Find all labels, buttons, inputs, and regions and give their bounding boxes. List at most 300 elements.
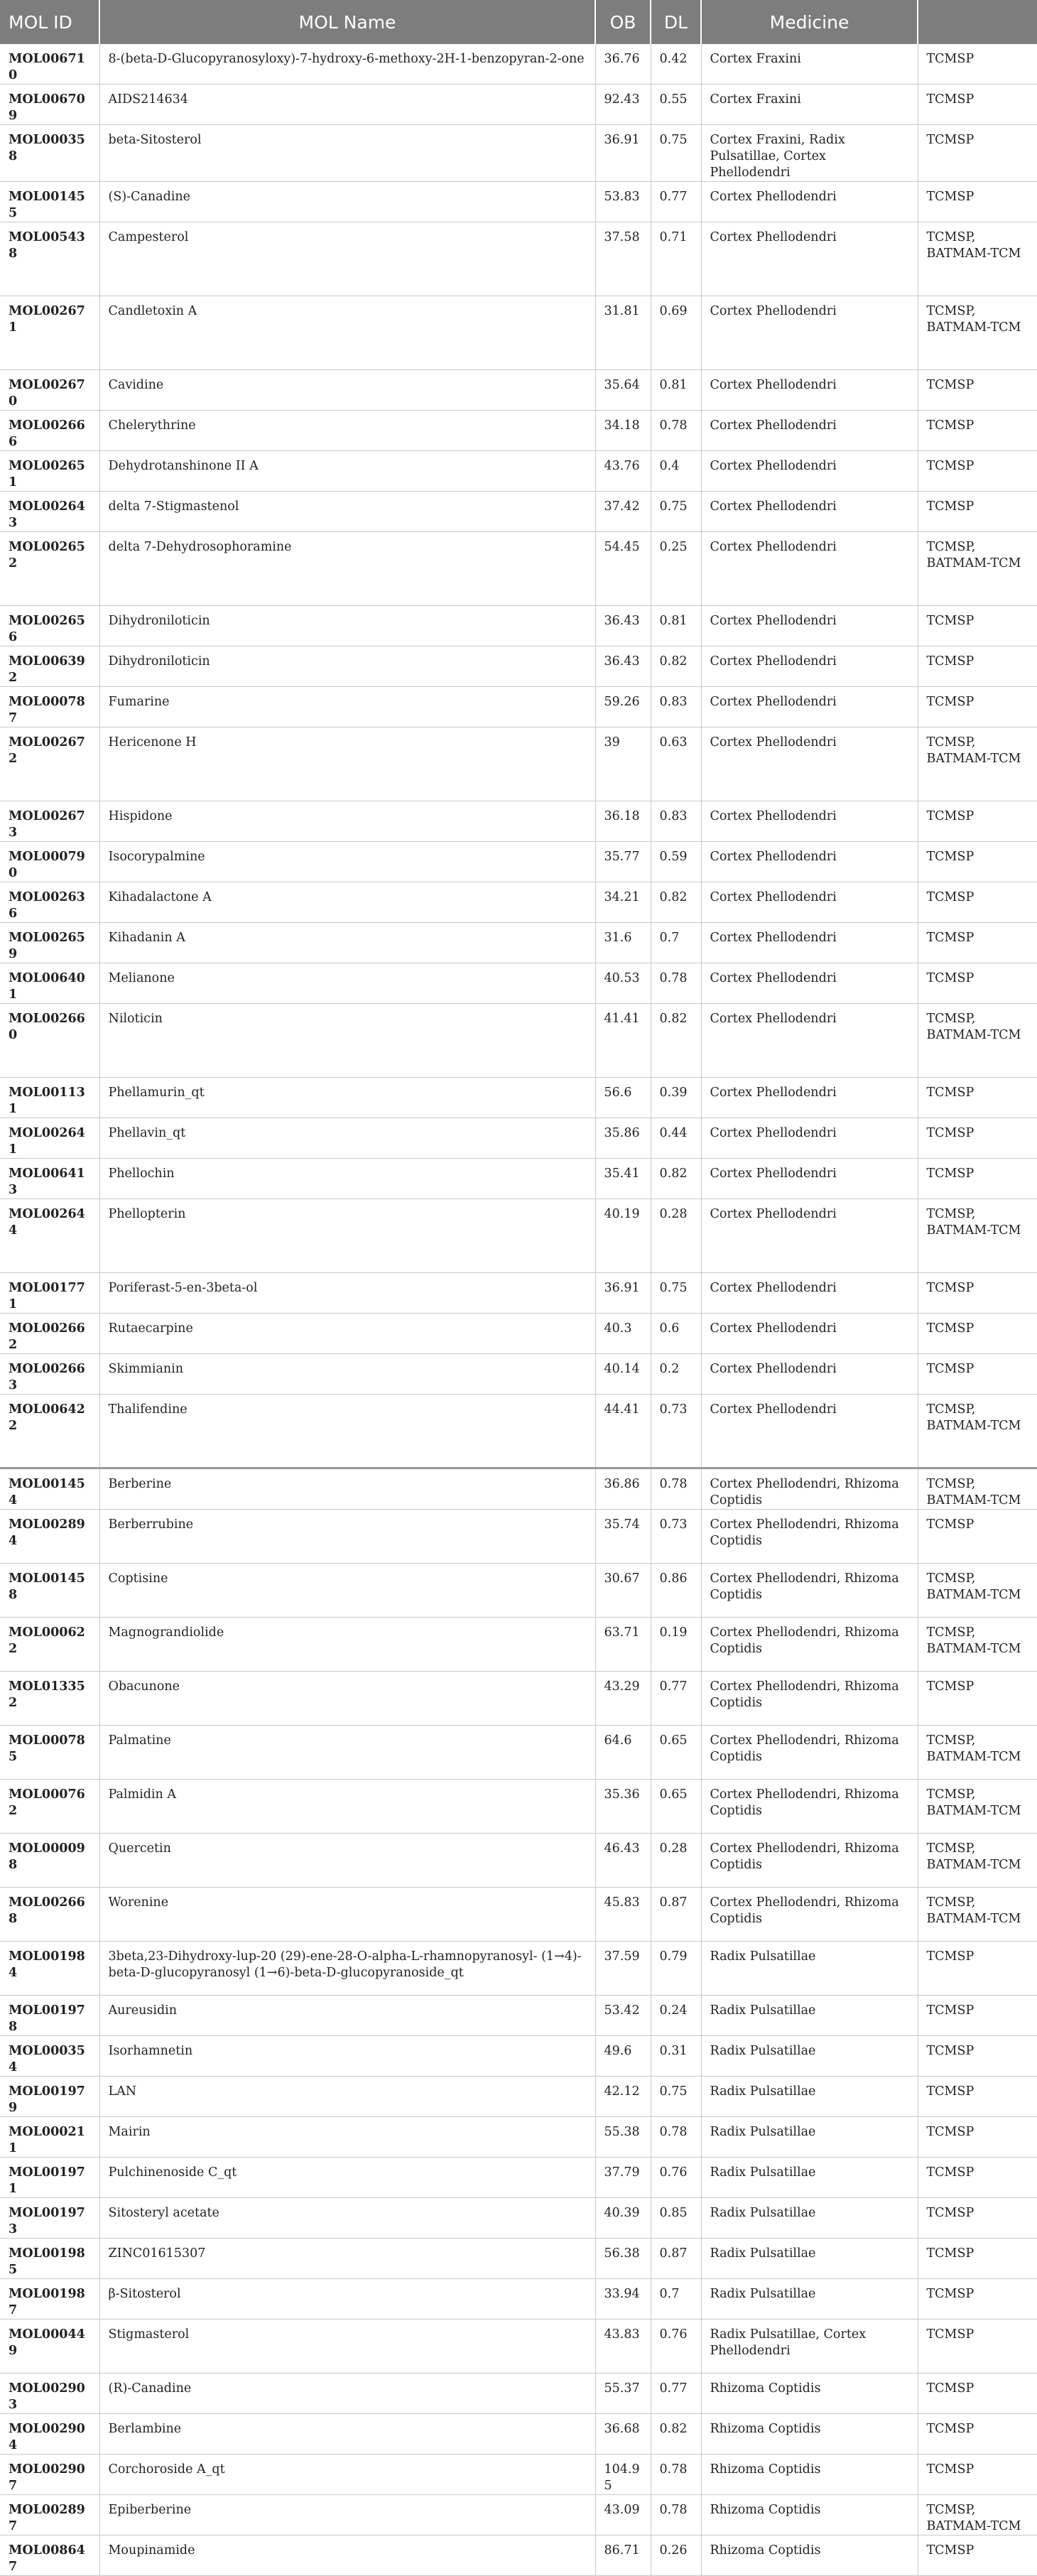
- cell-mol-id: MOL002651: [0, 451, 99, 492]
- cell-medicine: Cortex Phellodendri, Rhizoma Coptidis: [701, 1564, 918, 1618]
- cell-source: TCMSP: [918, 606, 1037, 646]
- cell-source: TCMSP: [918, 451, 1037, 492]
- table-row: [0, 411, 1037, 451]
- cell-dl: 0.39: [651, 1078, 701, 1118]
- cell-medicine: Cortex Phellodendri: [701, 727, 918, 801]
- cell-source: TCMSP: [918, 2036, 1037, 2077]
- cell-mol-id: MOL000211: [0, 2117, 99, 2158]
- cell-medicine: Cortex Phellodendri: [701, 1004, 918, 1078]
- cell-medicine: Cortex Phellodendri: [701, 687, 918, 727]
- table-row: [0, 842, 1037, 882]
- cell-mol-name: Sitosteryl acetate: [99, 2198, 595, 2239]
- cell-source: TCMSP: [918, 2279, 1037, 2320]
- cell-source: TCMSP: [918, 2117, 1037, 2158]
- cell-mol-name: Palmidin A: [99, 1780, 595, 1834]
- cell-mol-id: MOL002662: [0, 1314, 99, 1354]
- cell-dl: 0.75: [651, 492, 701, 532]
- cell-dl: 0.59: [651, 842, 701, 882]
- cell-medicine: Rhizoma Coptidis: [701, 2536, 918, 2576]
- cell-dl: 0.75: [651, 1273, 701, 1314]
- cell-mol-name: Phellavin_qt: [99, 1118, 595, 1159]
- cell-source: TCMSP: [918, 1996, 1037, 2036]
- cell-dl: 0.78: [651, 2455, 701, 2495]
- header-source: [918, 0, 1037, 44]
- cell-mol-id: MOL002670: [0, 370, 99, 411]
- table-row: [0, 2374, 1037, 2414]
- cell-mol-name: Obacunone: [99, 1672, 595, 1726]
- cell-dl: 0.73: [651, 1510, 701, 1564]
- cell-ob: 40.39: [595, 2198, 651, 2239]
- cell-source: TCMSP: [918, 2320, 1037, 2374]
- cell-dl: 0.63: [651, 727, 701, 801]
- cell-dl: 0.82: [651, 882, 701, 923]
- table-row: [0, 2279, 1037, 2320]
- cell-mol-id: MOL001131: [0, 1078, 99, 1118]
- cell-medicine: Rhizoma Coptidis: [701, 2495, 918, 2536]
- cell-ob: 46.43: [595, 1834, 651, 1888]
- cell-mol-id: MOL002659: [0, 923, 99, 963]
- cell-medicine: Cortex Phellodendri, Rhizoma Coptidis: [701, 1468, 918, 1510]
- cell-ob: 54.45: [595, 532, 651, 606]
- cell-medicine: Cortex Phellodendri: [701, 882, 918, 923]
- cell-mol-id: MOL006709: [0, 85, 99, 125]
- cell-source: TCMSP: [918, 125, 1037, 182]
- cell-dl: 0.19: [651, 1618, 701, 1672]
- cell-ob: 41.41: [595, 1004, 651, 1078]
- cell-ob: 34.21: [595, 882, 651, 923]
- table-row: [0, 1888, 1037, 1942]
- cell-ob: 37.58: [595, 222, 651, 296]
- cell-medicine: Cortex Phellodendri: [701, 801, 918, 842]
- table-row: [0, 1078, 1037, 1118]
- cell-ob: 36.91: [595, 1273, 651, 1314]
- cell-mol-id: MOL001455: [0, 182, 99, 222]
- cell-mol-name: β-Sitosterol: [99, 2279, 595, 2320]
- cell-dl: 0.65: [651, 1726, 701, 1780]
- cell-mol-name: Phellopterin: [99, 1199, 595, 1273]
- cell-source: TCMSP: [918, 1118, 1037, 1159]
- header-medicine: Medicine: [701, 0, 918, 44]
- cell-ob: 40.14: [595, 1354, 651, 1395]
- header-mol-name: MOL Name: [99, 0, 595, 44]
- cell-source: TCMSP, BATMAM-TCM: [918, 1004, 1037, 1078]
- table-row: [0, 2077, 1037, 2117]
- table-row: [0, 801, 1037, 842]
- cell-ob: 104.95: [595, 2455, 651, 2495]
- cell-medicine: Cortex Phellodendri: [701, 182, 918, 222]
- cell-dl: 0.4: [651, 451, 701, 492]
- table-row: [0, 2117, 1037, 2158]
- cell-ob: 43.29: [595, 1672, 651, 1726]
- table-row: [0, 1395, 1037, 1468]
- cell-mol-name: Poriferast-5-en-3beta-ol: [99, 1273, 595, 1314]
- cell-medicine: Cortex Phellodendri: [701, 370, 918, 411]
- cell-mol-id: MOL002668: [0, 1888, 99, 1942]
- cell-mol-id: MOL002907: [0, 2455, 99, 2495]
- cell-medicine: Cortex Phellodendri, Rhizoma Coptidis: [701, 1888, 918, 1942]
- table-row: [0, 1118, 1037, 1159]
- cell-ob: 37.59: [595, 1942, 651, 1996]
- cell-medicine: Cortex Phellodendri, Rhizoma Coptidis: [701, 1510, 918, 1564]
- cell-mol-name: beta-Sitosterol: [99, 125, 595, 182]
- cell-dl: 0.78: [651, 2495, 701, 2536]
- table-row: [0, 532, 1037, 606]
- cell-medicine: Radix Pulsatillae: [701, 2198, 918, 2239]
- cell-dl: 0.71: [651, 222, 701, 296]
- cell-medicine: Cortex Phellodendri: [701, 1118, 918, 1159]
- cell-medicine: Cortex Fraxini, Radix Pulsatillae, Cortex Phellodendri: [701, 125, 918, 182]
- cell-mol-name: Skimmianin: [99, 1354, 595, 1395]
- cell-dl: 0.2: [651, 1354, 701, 1395]
- cell-dl: 0.78: [651, 411, 701, 451]
- cell-mol-id: MOL001979: [0, 2077, 99, 2117]
- cell-dl: 0.76: [651, 2320, 701, 2374]
- table-row: [0, 1004, 1037, 1078]
- cell-mol-id: MOL002673: [0, 801, 99, 842]
- table-row: [0, 2239, 1037, 2279]
- cell-ob: 43.83: [595, 2320, 651, 2374]
- cell-dl: 0.78: [651, 963, 701, 1004]
- cell-mol-name: Phellochin: [99, 1159, 595, 1199]
- cell-dl: 0.77: [651, 2374, 701, 2414]
- cell-mol-id: MOL001985: [0, 2239, 99, 2279]
- cell-mol-name: Melianone: [99, 963, 595, 1004]
- cell-mol-name: Isorhamnetin: [99, 2036, 595, 2077]
- cell-source: TCMSP: [918, 1273, 1037, 1314]
- cell-mol-name: Coptisine: [99, 1564, 595, 1618]
- cell-medicine: Cortex Phellodendri: [701, 963, 918, 1004]
- cell-mol-name: Hispidone: [99, 801, 595, 842]
- cell-source: TCMSP, BATMAM-TCM: [918, 296, 1037, 370]
- cell-mol-name: Worenine: [99, 1888, 595, 1942]
- table-row: [0, 1672, 1037, 1726]
- cell-dl: 0.75: [651, 2077, 701, 2117]
- cell-mol-name: LAN: [99, 2077, 595, 2117]
- cell-mol-id: MOL002656: [0, 606, 99, 646]
- cell-mol-id: MOL005438: [0, 222, 99, 296]
- cell-mol-id: MOL002666: [0, 411, 99, 451]
- cell-mol-id: MOL002652: [0, 532, 99, 606]
- cell-ob: 43.76: [595, 451, 651, 492]
- cell-medicine: Radix Pulsatillae: [701, 2036, 918, 2077]
- cell-medicine: Radix Pulsatillae: [701, 2117, 918, 2158]
- cell-ob: 30.67: [595, 1564, 651, 1618]
- table-row: [0, 85, 1037, 125]
- cell-ob: 49.6: [595, 2036, 651, 2077]
- cell-mol-name: Phellamurin_qt: [99, 1078, 595, 1118]
- cell-mol-name: Berlambine: [99, 2414, 595, 2455]
- cell-mol-id: MOL000790: [0, 842, 99, 882]
- cell-ob: 86.71: [595, 2536, 651, 2576]
- cell-ob: 31.81: [595, 296, 651, 370]
- cell-dl: 0.82: [651, 1159, 701, 1199]
- cell-ob: 35.64: [595, 370, 651, 411]
- cell-ob: 35.36: [595, 1780, 651, 1834]
- cell-source: TCMSP: [918, 85, 1037, 125]
- cell-ob: 35.74: [595, 1510, 651, 1564]
- cell-mol-name: Rutaecarpine: [99, 1314, 595, 1354]
- cell-ob: 40.53: [595, 963, 651, 1004]
- cell-medicine: Radix Pulsatillae: [701, 1996, 918, 2036]
- table-row: [0, 2536, 1037, 2576]
- cell-mol-id: MOL001984: [0, 1942, 99, 1996]
- cell-mol-name: (R)-Canadine: [99, 2374, 595, 2414]
- cell-ob: 36.86: [595, 1468, 651, 1510]
- cell-dl: 0.28: [651, 1199, 701, 1273]
- cell-mol-id: MOL002636: [0, 882, 99, 923]
- cell-source: TCMSP, BATMAM-TCM: [918, 727, 1037, 801]
- cell-source: TCMSP: [918, 882, 1037, 923]
- cell-mol-id: MOL000622: [0, 1618, 99, 1672]
- cell-ob: 36.76: [595, 44, 651, 85]
- cell-dl: 0.26: [651, 2536, 701, 2576]
- cell-ob: 35.41: [595, 1159, 651, 1199]
- table-row: [0, 1273, 1037, 1314]
- table-row: [0, 370, 1037, 411]
- cell-mol-name: Candletoxin A: [99, 296, 595, 370]
- cell-dl: 0.81: [651, 370, 701, 411]
- table-row: [0, 1564, 1037, 1618]
- cell-medicine: Radix Pulsatillae: [701, 2279, 918, 2320]
- cell-source: TCMSP, BATMAM-TCM: [918, 222, 1037, 296]
- cell-source: TCMSP, BATMAM-TCM: [918, 1726, 1037, 1780]
- cell-dl: 0.73: [651, 1395, 701, 1468]
- table-row: [0, 2455, 1037, 2495]
- cell-medicine: Cortex Phellodendri: [701, 451, 918, 492]
- cell-dl: 0.83: [651, 801, 701, 842]
- table-row: [0, 2320, 1037, 2374]
- cell-mol-name: Cavidine: [99, 370, 595, 411]
- cell-medicine: Cortex Phellodendri: [701, 492, 918, 532]
- cell-dl: 0.82: [651, 1004, 701, 1078]
- cell-source: TCMSP: [918, 2536, 1037, 2576]
- cell-dl: 0.44: [651, 1118, 701, 1159]
- cell-medicine: Radix Pulsatillae: [701, 1942, 918, 1996]
- cell-ob: 56.38: [595, 2239, 651, 2279]
- cell-dl: 0.42: [651, 44, 701, 85]
- table-header: [0, 0, 1037, 44]
- header-mol-id: MOL ID: [0, 0, 99, 44]
- cell-mol-name: Stigmasterol: [99, 2320, 595, 2374]
- cell-medicine: Cortex Fraxini: [701, 44, 918, 85]
- cell-mol-id: MOL000762: [0, 1780, 99, 1834]
- cell-medicine: Radix Pulsatillae: [701, 2077, 918, 2117]
- cell-dl: 0.87: [651, 1888, 701, 1942]
- cell-medicine: Cortex Phellodendri: [701, 646, 918, 687]
- cell-source: TCMSP, BATMAM-TCM: [918, 1780, 1037, 1834]
- table-row: [0, 2198, 1037, 2239]
- cell-mol-name: 3beta,23-Dihydroxy-lup-20 (29)-ene-28-O-alpha-L-rhamnopyranosyl- (1→4)-beta-D-glucopyranosyl (1→6)-beta-D-glucopyranoside_qt: [99, 1942, 595, 1996]
- table-row: [0, 2414, 1037, 2455]
- cell-source: TCMSP: [918, 1672, 1037, 1726]
- cell-ob: 40.19: [595, 1199, 651, 1273]
- cell-dl: 0.81: [651, 606, 701, 646]
- header-dl: DL: [651, 0, 701, 44]
- cell-dl: 0.82: [651, 646, 701, 687]
- cell-mol-name: Pulchinenoside C_qt: [99, 2158, 595, 2198]
- cell-ob: 36.68: [595, 2414, 651, 2455]
- cell-source: TCMSP: [918, 2455, 1037, 2495]
- cell-source: TCMSP: [918, 963, 1037, 1004]
- cell-mol-id: MOL000354: [0, 2036, 99, 2077]
- table-row: [0, 1618, 1037, 1672]
- table-row: [0, 882, 1037, 923]
- cell-medicine: Cortex Phellodendri, Rhizoma Coptidis: [701, 1780, 918, 1834]
- table-row: [0, 44, 1037, 85]
- cell-mol-id: MOL002644: [0, 1199, 99, 1273]
- cell-ob: 53.42: [595, 1996, 651, 2036]
- table-row: [0, 492, 1037, 532]
- table-row: [0, 1834, 1037, 1888]
- cell-mol-name: Fumarine: [99, 687, 595, 727]
- cell-medicine: Radix Pulsatillae: [701, 2158, 918, 2198]
- cell-medicine: Rhizoma Coptidis: [701, 2455, 918, 2495]
- cell-mol-name: (S)-Canadine: [99, 182, 595, 222]
- cell-mol-id: MOL001971: [0, 2158, 99, 2198]
- cell-ob: 31.6: [595, 923, 651, 963]
- cell-mol-id: MOL000785: [0, 1726, 99, 1780]
- cell-mol-name: Epiberberine: [99, 2495, 595, 2536]
- cell-medicine: Cortex Phellodendri, Rhizoma Coptidis: [701, 1672, 918, 1726]
- table-row: [0, 2495, 1037, 2536]
- cell-source: TCMSP: [918, 492, 1037, 532]
- cell-dl: 0.77: [651, 182, 701, 222]
- cell-dl: 0.78: [651, 2117, 701, 2158]
- cell-mol-name: AIDS214634: [99, 85, 595, 125]
- cell-ob: 39: [595, 727, 651, 801]
- cell-source: TCMSP: [918, 2198, 1037, 2239]
- cell-source: TCMSP: [918, 1314, 1037, 1354]
- cell-source: TCMSP, BATMAM-TCM: [918, 1618, 1037, 1672]
- cell-medicine: Rhizoma Coptidis: [701, 2374, 918, 2414]
- cell-source: TCMSP: [918, 2158, 1037, 2198]
- cell-medicine: Cortex Phellodendri: [701, 606, 918, 646]
- table-row: [0, 646, 1037, 687]
- cell-mol-name: Dehydrotanshinone II A: [99, 451, 595, 492]
- cell-dl: 0.86: [651, 1564, 701, 1618]
- cell-medicine: Cortex Phellodendri: [701, 222, 918, 296]
- cell-source: TCMSP: [918, 646, 1037, 687]
- cell-medicine: Cortex Phellodendri: [701, 411, 918, 451]
- cell-medicine: Cortex Phellodendri: [701, 923, 918, 963]
- cell-mol-name: Dihydroniloticin: [99, 606, 595, 646]
- cell-ob: 55.38: [595, 2117, 651, 2158]
- cell-medicine: Cortex Phellodendri: [701, 1199, 918, 1273]
- cell-medicine: Cortex Phellodendri, Rhizoma Coptidis: [701, 1834, 918, 1888]
- cell-dl: 0.7: [651, 2279, 701, 2320]
- cell-mol-name: Aureusidin: [99, 1996, 595, 2036]
- cell-mol-id: MOL002663: [0, 1354, 99, 1395]
- cell-ob: 59.26: [595, 687, 651, 727]
- cell-ob: 34.18: [595, 411, 651, 451]
- cell-source: TCMSP: [918, 923, 1037, 963]
- cell-mol-id: MOL002660: [0, 1004, 99, 1078]
- table-row: [0, 1780, 1037, 1834]
- cell-mol-name: Chelerythrine: [99, 411, 595, 451]
- table-row: [0, 1726, 1037, 1780]
- cell-source: TCMSP: [918, 411, 1037, 451]
- table-row: [0, 1468, 1037, 1510]
- cell-mol-id: MOL001771: [0, 1273, 99, 1314]
- cell-ob: 56.6: [595, 1078, 651, 1118]
- table-row: [0, 1314, 1037, 1354]
- table-row: [0, 727, 1037, 801]
- header-row: [0, 0, 1037, 44]
- cell-medicine: Cortex Phellodendri: [701, 1354, 918, 1395]
- cell-dl: 0.65: [651, 1780, 701, 1834]
- cell-mol-id: MOL006413: [0, 1159, 99, 1199]
- cell-source: TCMSP: [918, 2374, 1037, 2414]
- cell-dl: 0.28: [651, 1834, 701, 1888]
- cell-source: TCMSP: [918, 2077, 1037, 2117]
- table-row: [0, 182, 1037, 222]
- table-row: [0, 1159, 1037, 1199]
- cell-ob: 36.43: [595, 606, 651, 646]
- table-row: [0, 222, 1037, 296]
- cell-mol-id: MOL001454: [0, 1468, 99, 1510]
- cell-ob: 40.3: [595, 1314, 651, 1354]
- cell-dl: 0.55: [651, 85, 701, 125]
- cell-dl: 0.75: [651, 125, 701, 182]
- cell-dl: 0.25: [651, 532, 701, 606]
- cell-ob: 45.83: [595, 1888, 651, 1942]
- cell-medicine: Cortex Phellodendri: [701, 1273, 918, 1314]
- cell-source: TCMSP, BATMAM-TCM: [918, 1834, 1037, 1888]
- cell-medicine: Cortex Phellodendri, Rhizoma Coptidis: [701, 1726, 918, 1780]
- cell-mol-name: Quercetin: [99, 1834, 595, 1888]
- cell-mol-id: MOL013352: [0, 1672, 99, 1726]
- table-row: [0, 2158, 1037, 2198]
- cell-mol-id: MOL002671: [0, 296, 99, 370]
- cell-source: TCMSP: [918, 1159, 1037, 1199]
- cell-mol-id: MOL002641: [0, 1118, 99, 1159]
- cell-dl: 0.76: [651, 2158, 701, 2198]
- cell-dl: 0.69: [651, 296, 701, 370]
- cell-mol-id: MOL006401: [0, 963, 99, 1004]
- cell-source: TCMSP, BATMAM-TCM: [918, 1564, 1037, 1618]
- cell-mol-name: delta 7-Stigmastenol: [99, 492, 595, 532]
- cell-source: TCMSP: [918, 2414, 1037, 2455]
- cell-source: TCMSP: [918, 2239, 1037, 2279]
- cell-mol-name: 8-(beta-D-Glucopyranosyloxy)-7-hydroxy-6-methoxy-2H-1-benzopyran-2-one: [99, 44, 595, 85]
- cell-medicine: Cortex Fraxini: [701, 85, 918, 125]
- cell-mol-id: MOL002903: [0, 2374, 99, 2414]
- cell-mol-name: Dihydroniloticin: [99, 646, 595, 687]
- cell-ob: 37.42: [595, 492, 651, 532]
- cell-ob: 43.09: [595, 2495, 651, 2536]
- cell-mol-name: Berberine: [99, 1468, 595, 1510]
- cell-mol-name: Thalifendine: [99, 1395, 595, 1468]
- cell-mol-id: MOL001978: [0, 1996, 99, 2036]
- cell-medicine: Radix Pulsatillae: [701, 2239, 918, 2279]
- cell-source: TCMSP: [918, 1078, 1037, 1118]
- cell-source: TCMSP, BATMAM-TCM: [918, 1395, 1037, 1468]
- cell-source: TCMSP, BATMAM-TCM: [918, 1199, 1037, 1273]
- cell-mol-id: MOL002672: [0, 727, 99, 801]
- cell-source: TCMSP: [918, 182, 1037, 222]
- cell-mol-id: MOL000449: [0, 2320, 99, 2374]
- cell-mol-name: Kihadalactone A: [99, 882, 595, 923]
- cell-dl: 0.6: [651, 1314, 701, 1354]
- cell-mol-name: Moupinamide: [99, 2536, 595, 2576]
- cell-dl: 0.77: [651, 1672, 701, 1726]
- cell-source: TCMSP: [918, 44, 1037, 85]
- cell-mol-name: Isocorypalmine: [99, 842, 595, 882]
- cell-ob: 35.77: [595, 842, 651, 882]
- cell-source: TCMSP: [918, 370, 1037, 411]
- cell-source: TCMSP, BATMAM-TCM: [918, 532, 1037, 606]
- cell-ob: 36.43: [595, 646, 651, 687]
